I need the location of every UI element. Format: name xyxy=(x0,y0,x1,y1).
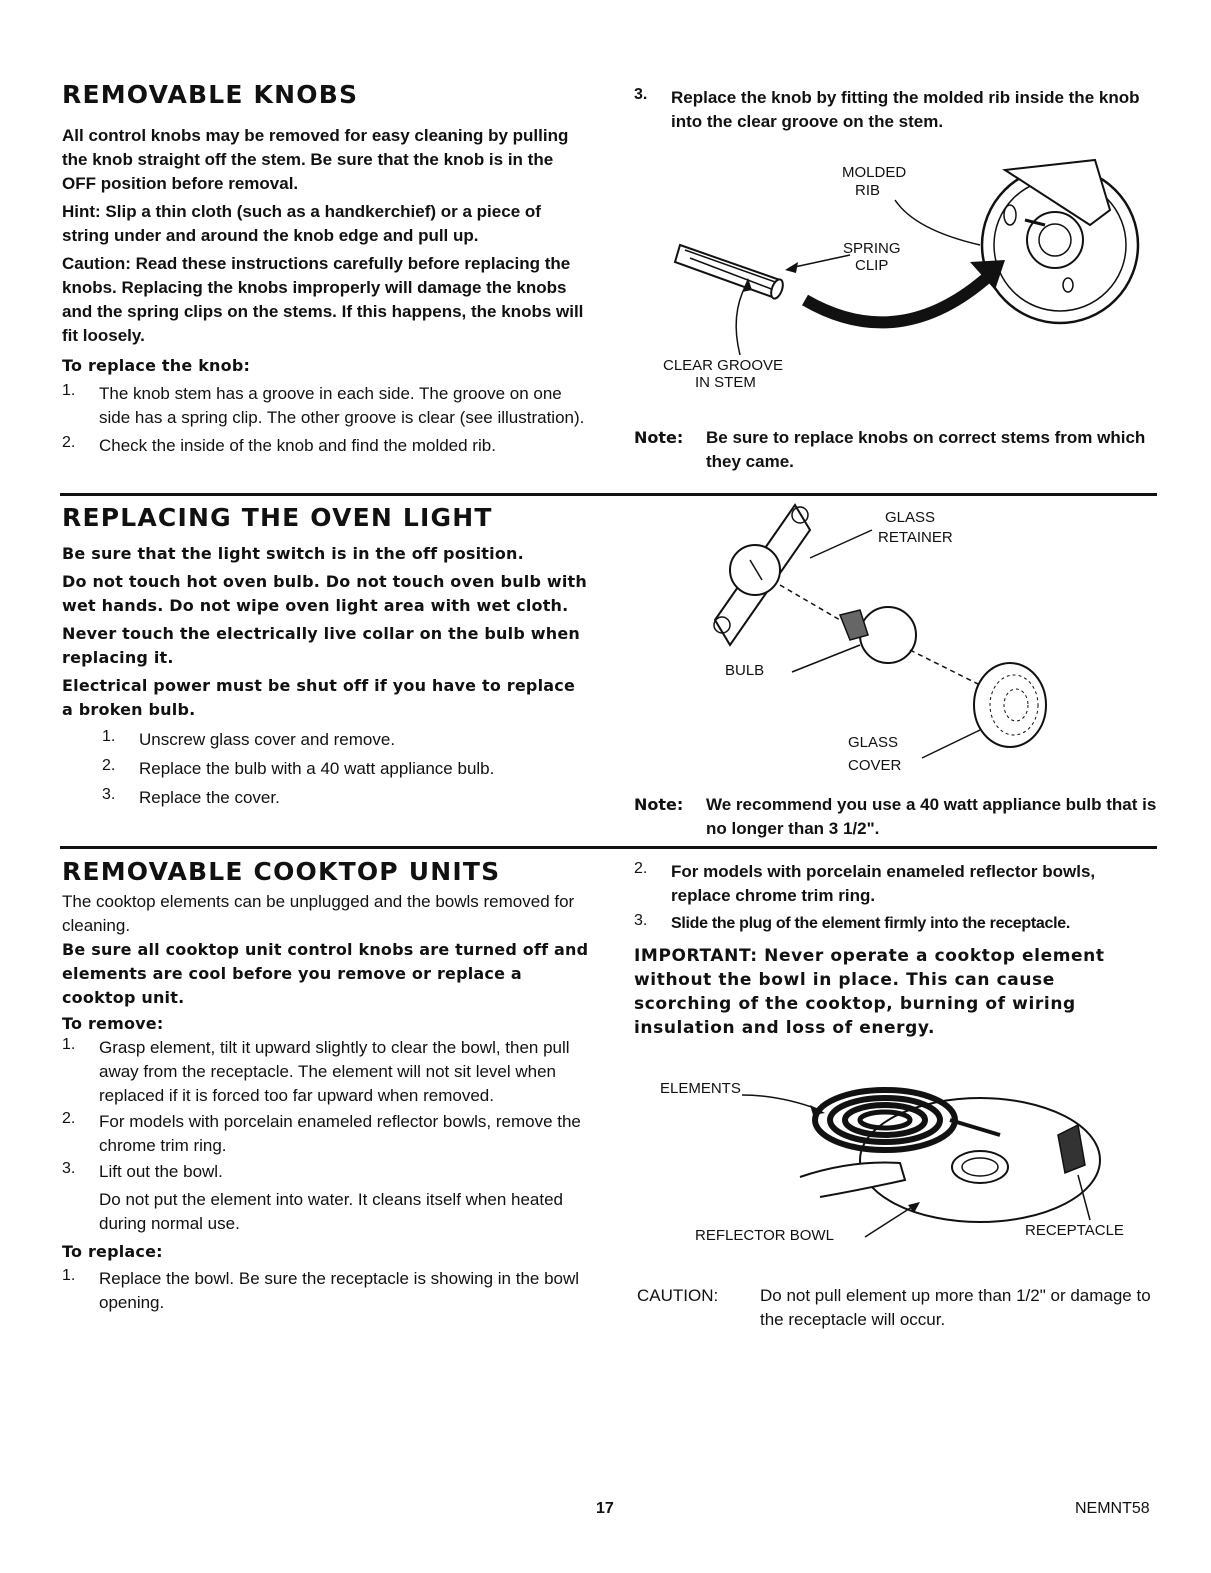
knobs-step-2 xyxy=(62,434,590,458)
step-text: For models with porcelain enameled reflector bowls, remove the chrome trim ring. xyxy=(99,1112,581,1155)
label-receptacle: RECEPTACLE xyxy=(1025,1222,1124,1239)
knob-stem xyxy=(675,245,785,300)
oven-warning-2: Do not touch hot oven bulb. Do not touch oven bulb with wet hands. Do not wipe oven light area with wet cloth. xyxy=(62,572,587,615)
knobs-hint: Hint: Slip a thin cloth (such as a handkerchief) or a piece of string under and around the knob edge and pull up. xyxy=(62,202,541,245)
glass-cover-shape xyxy=(974,663,1046,747)
replace-step-1 xyxy=(62,1267,590,1315)
oven-step-3 xyxy=(62,786,590,810)
cooktop-intro: The cooktop elements can be unplugged and the bowls removed for cleaning. xyxy=(62,892,575,935)
note-label: Note: xyxy=(634,795,684,814)
step-number: 3. xyxy=(62,1160,76,1177)
note-text: We recommend you use a 40 watt appliance bulb that is no longer than 3 1/2". xyxy=(706,795,1157,838)
cooktop-illustration xyxy=(660,1065,1160,1255)
to-remove-heading: To remove: xyxy=(62,1014,164,1033)
knobs-section-right xyxy=(634,86,1159,134)
label-rib: RIB xyxy=(855,182,881,199)
cooktop-title: REMOVABLE COOKTOP UNITS xyxy=(62,857,501,886)
step-text: Lift out the bowl. xyxy=(99,1162,223,1181)
remove-step-1 xyxy=(62,1036,590,1108)
cooktop-warning: Be sure all cooktop unit control knobs are turned off and elements are cool before you remove or replace a cooktop unit. xyxy=(62,940,589,1007)
step-text: Replace the bowl. Be sure the receptacle is showing in the bowl opening. xyxy=(99,1269,580,1312)
step-text: Unscrew glass cover and remove. xyxy=(139,730,396,749)
knobs-title: REMOVABLE KNOBS xyxy=(62,80,359,109)
label-spring: SPRING xyxy=(843,240,901,257)
label-retainer: RETAINER xyxy=(878,529,953,546)
knobs-step-3 xyxy=(634,86,1159,134)
document-code: NEMNT58 xyxy=(1075,1500,1150,1517)
remove-step-3 xyxy=(62,1160,590,1184)
divider-1 xyxy=(60,493,1157,496)
step-number: 2. xyxy=(62,1110,76,1127)
caution-label: CAUTION: xyxy=(637,1286,719,1305)
step-text: Replace the bulb with a 40 watt appliance bulb. xyxy=(139,759,495,778)
step-text: For models with porcelain enameled reflector bowls, replace chrome trim ring. xyxy=(671,862,1096,905)
step-number: 3. xyxy=(102,786,116,803)
step-text: The knob stem has a groove in each side. The groove on one side has a spring clip. The other groove is clear (see illustration). xyxy=(99,384,585,427)
cooktop-section-left xyxy=(62,857,590,1315)
knob-shape xyxy=(982,160,1138,323)
label-elements: ELEMENTS xyxy=(660,1080,741,1097)
oven-light-title: REPLACING THE OVEN LIGHT xyxy=(62,503,493,532)
cooktop-caution xyxy=(634,1284,1159,1332)
cooktop-section-right xyxy=(634,860,1159,1040)
step-text: Replace the cover. xyxy=(139,788,280,807)
step-text: Replace the knob by fitting the molded rib inside the knob into the clear groove on the stem. xyxy=(671,88,1140,131)
step-number: 1. xyxy=(102,728,116,745)
oven-light-illustration xyxy=(700,500,1070,780)
label-in-stem: IN STEM xyxy=(695,374,756,391)
step-number: 3. xyxy=(634,912,648,929)
water-note: Do not put the element into water. It cleans itself when heated during normal use. xyxy=(99,1190,564,1233)
label-clear-groove: CLEAR GROOVE xyxy=(663,357,784,374)
step-text: Check the inside of the knob and find the molded rib. xyxy=(99,436,496,455)
oven-warning-1: Be sure that the light switch is in the off position. xyxy=(62,544,524,563)
knobs-note xyxy=(634,426,1159,474)
replace-step-3 xyxy=(634,912,1159,936)
replace-step-2 xyxy=(634,860,1159,908)
oven-warning-4: Electrical power must be shut off if you have to replace a broken bulb. xyxy=(62,676,575,719)
step-text: Slide the plug of the element firmly into the receptacle. xyxy=(671,915,1070,932)
bulb-shape xyxy=(840,607,916,663)
step-number: 1. xyxy=(62,1036,76,1053)
step-text: Grasp element, tilt it upward slightly to clear the bowl, then pull away from the receptacle. The element will not sit level when replaced if it is forced too far upward when removed. xyxy=(99,1038,570,1105)
knobs-to-replace-heading: To replace the knob: xyxy=(62,356,251,375)
label-glass-2: GLASS xyxy=(848,734,899,751)
divider-2 xyxy=(60,846,1157,849)
step-number: 2. xyxy=(102,757,116,774)
knobs-caution: Caution: Read these instructions carefully before replacing the knobs. Replacing the knobs improperly will damage the knobs and the spring clips on the stems. If this happens, the knobs will fit loosely. xyxy=(62,254,584,345)
oven-light-section xyxy=(62,503,590,810)
label-reflector-bowl: REFLECTOR BOWL xyxy=(695,1227,834,1244)
to-replace-heading: To replace: xyxy=(62,1242,163,1261)
step-number: 1. xyxy=(62,382,76,399)
step-number: 2. xyxy=(634,860,648,877)
glass-retainer-shape xyxy=(714,505,810,645)
step-number: 1. xyxy=(62,1267,76,1284)
important-warning: IMPORTANT: Never operate a cooktop element without the bowl in place. This can cause scorching of the cooktop, burning of wiring insulation and loss of energy. xyxy=(634,946,1105,1038)
note-text: Be sure to replace knobs on correct stems from which they came. xyxy=(706,428,1146,471)
label-bulb: BULB xyxy=(725,662,765,679)
knobs-step-1 xyxy=(62,382,590,430)
page-number: 17 xyxy=(596,1500,614,1517)
oven-step-1 xyxy=(62,728,590,752)
label-glass: GLASS xyxy=(885,509,936,526)
label-clip: CLIP xyxy=(855,257,889,274)
label-molded: MOLDED xyxy=(842,164,907,181)
oven-light-note xyxy=(634,793,1159,841)
step-number: 3. xyxy=(634,86,648,103)
caution-text: Do not pull element up more than 1/2" or damage to the receptacle will occur. xyxy=(760,1286,1151,1329)
remove-step-2 xyxy=(62,1110,590,1158)
label-cover: COVER xyxy=(848,757,902,774)
knobs-intro: All control knobs may be removed for easy cleaning by pulling the knob straight off the stem. Be sure that the knob is in the OFF position before removal. xyxy=(62,126,569,193)
curved-arrow-icon xyxy=(805,275,990,322)
oven-warning-3: Never touch the electrically live collar on the bulb when replacing it. xyxy=(62,624,580,667)
note-label: Note: xyxy=(634,428,684,447)
knobs-section-left xyxy=(62,80,590,458)
knob-illustration xyxy=(650,150,1160,400)
oven-step-2 xyxy=(62,757,590,781)
step-number: 2. xyxy=(62,434,76,451)
